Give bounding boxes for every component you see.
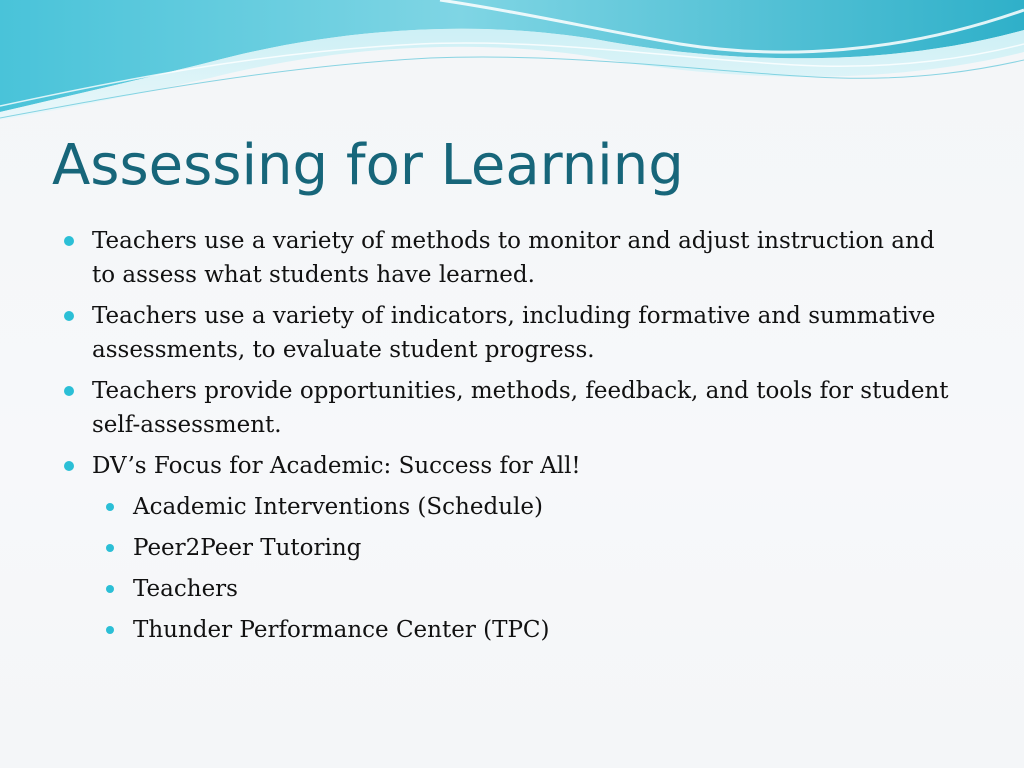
- bullet-dot-icon: [64, 386, 74, 396]
- bullet-dot-icon: [64, 236, 74, 246]
- sub-bullet-text: Teachers: [133, 576, 238, 602]
- sub-bullet-text: Peer2Peer Tutoring: [133, 535, 362, 561]
- sub-bullet-item: [60, 490, 960, 524]
- bullet-text: DV’s Focus for Academic: Success for All!: [92, 453, 581, 479]
- bullet-dot-icon: [64, 461, 74, 471]
- bullet-item: [60, 374, 960, 442]
- sub-bullet-dot-icon: [106, 544, 114, 552]
- sub-bullet-dot-icon: [106, 503, 114, 511]
- decorative-wave-header: [0, 0, 1024, 130]
- bullet-item: [60, 449, 960, 483]
- sub-bullet-container: [60, 490, 960, 647]
- sub-bullet-item: [60, 531, 960, 565]
- bullet-list: [60, 224, 960, 654]
- sub-bullet-item: [60, 613, 960, 647]
- slide-title: Assessing for Learning: [52, 133, 684, 198]
- sub-bullet-item: [60, 572, 960, 606]
- bullet-text: Teachers provide opportunities, methods, feedback, and tools for student self-assessment.: [92, 378, 949, 438]
- sub-bullet-dot-icon: [106, 585, 114, 593]
- bullet-item: [60, 224, 960, 292]
- bullet-dot-icon: [64, 311, 74, 321]
- sub-bullet-list: [60, 490, 960, 647]
- bullet-text: Teachers use a variety of methods to monitor and adjust instruction and to assess what students have learned.: [92, 228, 935, 288]
- bullet-text: Teachers use a variety of indicators, including formative and summative assessments, to evaluate student progress.: [92, 303, 936, 363]
- sub-bullet-text: Academic Interventions (Schedule): [133, 494, 543, 520]
- bullet-item: [60, 299, 960, 367]
- sub-bullet-text: Thunder Performance Center (TPC): [133, 617, 550, 643]
- sub-bullet-dot-icon: [106, 626, 114, 634]
